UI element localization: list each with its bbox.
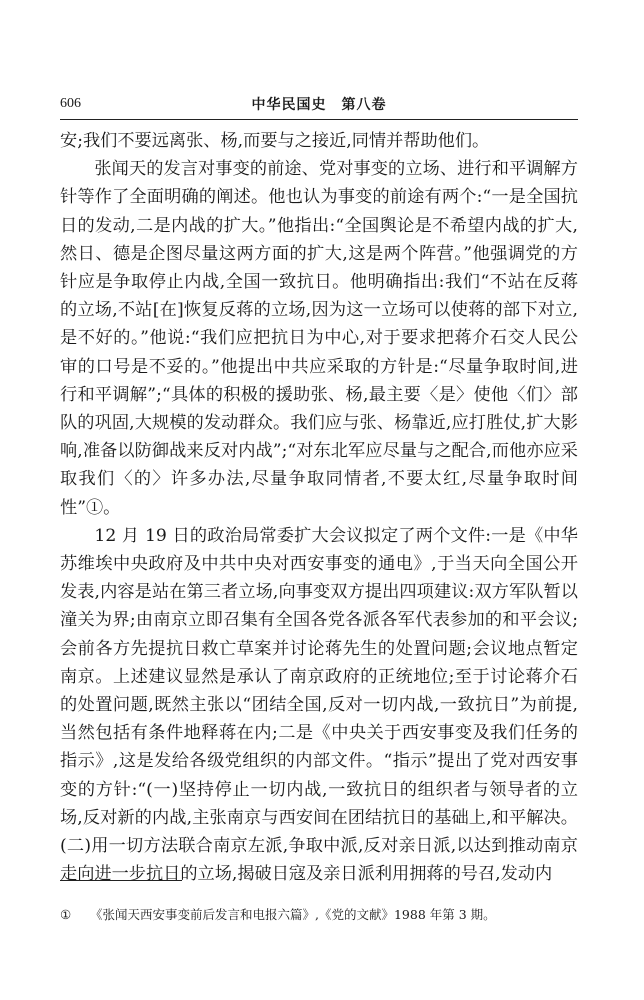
footnote [60, 906, 578, 924]
footnote-rule [60, 880, 182, 881]
body-text [60, 127, 578, 888]
paragraph-zhang-wentian-speech: 张闻天的发言对事变的前途、党对事变的立场、进行和平调解方针等作了全面明确的阐述。他也认为事变的前途有两个:“一是全国抗日的发动,二是内战的扩大。”他指出:“全国舆论是不希望内战的扩大,然日、德是企图尽量这两方面的扩大,这是两个阵营。”他强调党的方针应是争取停止内战,全国一致抗日。他明确指出:我们“不站在反蒋的立场,不站[在]恢复反蒋的立场,因为这一立场可以使蒋的部下对立,是不好的。”他说:“我们应把抗日为中心,对于要求把蒋介石交人民公审的口号是不妥的。”他提出中共应采取的方针是:“尽量争取时间,进行和平调解”;“具体的积极的援助张、杨,最主要〈是〉使他〈们〉部队的巩固,大规模的发动群众。我们应与张、杨靠近,应打胜仗,扩大影响,准备以防御战来反对内战”;“对东北军应尽量与之配合,而他亦应采取我们〈的〉许多办法,尽量争取同情者,不要太红,尽量争取时间性”①。 [60, 159, 578, 518]
footnote-marker: ① [60, 907, 72, 922]
running-title: 中华民国史 第八卷 [251, 97, 387, 113]
header-rule [60, 119, 578, 120]
page-number: 606 [60, 96, 81, 111]
paragraph-continuation: 安;我们不要远离张、杨,而要与之接近,同情并帮助他们。 [60, 131, 490, 151]
page-header [60, 94, 578, 116]
paragraph-politburo-meeting: 12 月 19 日的政治局常委扩大会议拟定了两个文件:一是《中华苏维埃中央政府及中共中央对西安事变的通电》,于当天向全国公开发表,内容是站在第三者立场,向事变双方提出四项建议:双方军队暂以潼关为界;由南京立即召集有全国各党各派各军代表参加的和平会议;会前各方先提抗日救亡草案并讨论蒋先生的处置问题;会议地点暂定南京。上述建议显然是承认了南京政府的正统地位;至于讨论蒋介石的处置问题,既然主张以“团结全国,反对一切内战,一致抗日”为前提,当然包括有条件地释蒋在内;二是《中央关于西安事变及我们任务的指示》,这是发给各级党组织的内部文件。“指示”提出了党对西安事变的方针:“(一)坚持停止一切内战,一致抗日的组织者与领导者的立场,反对新的内战,主张南京与西安间在团结抗日的基础上,和平解决。(二)用一切方法联合南京左派,争取中派,反对亲日派,以达到推动南京走向进一步抗日的立场,揭破日寇及亲日派利用拥蒋的号召,发动内 [60, 525, 578, 885]
footnote-text: 《张闻天西安事变前后发言和电报六篇》,《党的文献》1988 年第 3 期。 [90, 907, 496, 922]
